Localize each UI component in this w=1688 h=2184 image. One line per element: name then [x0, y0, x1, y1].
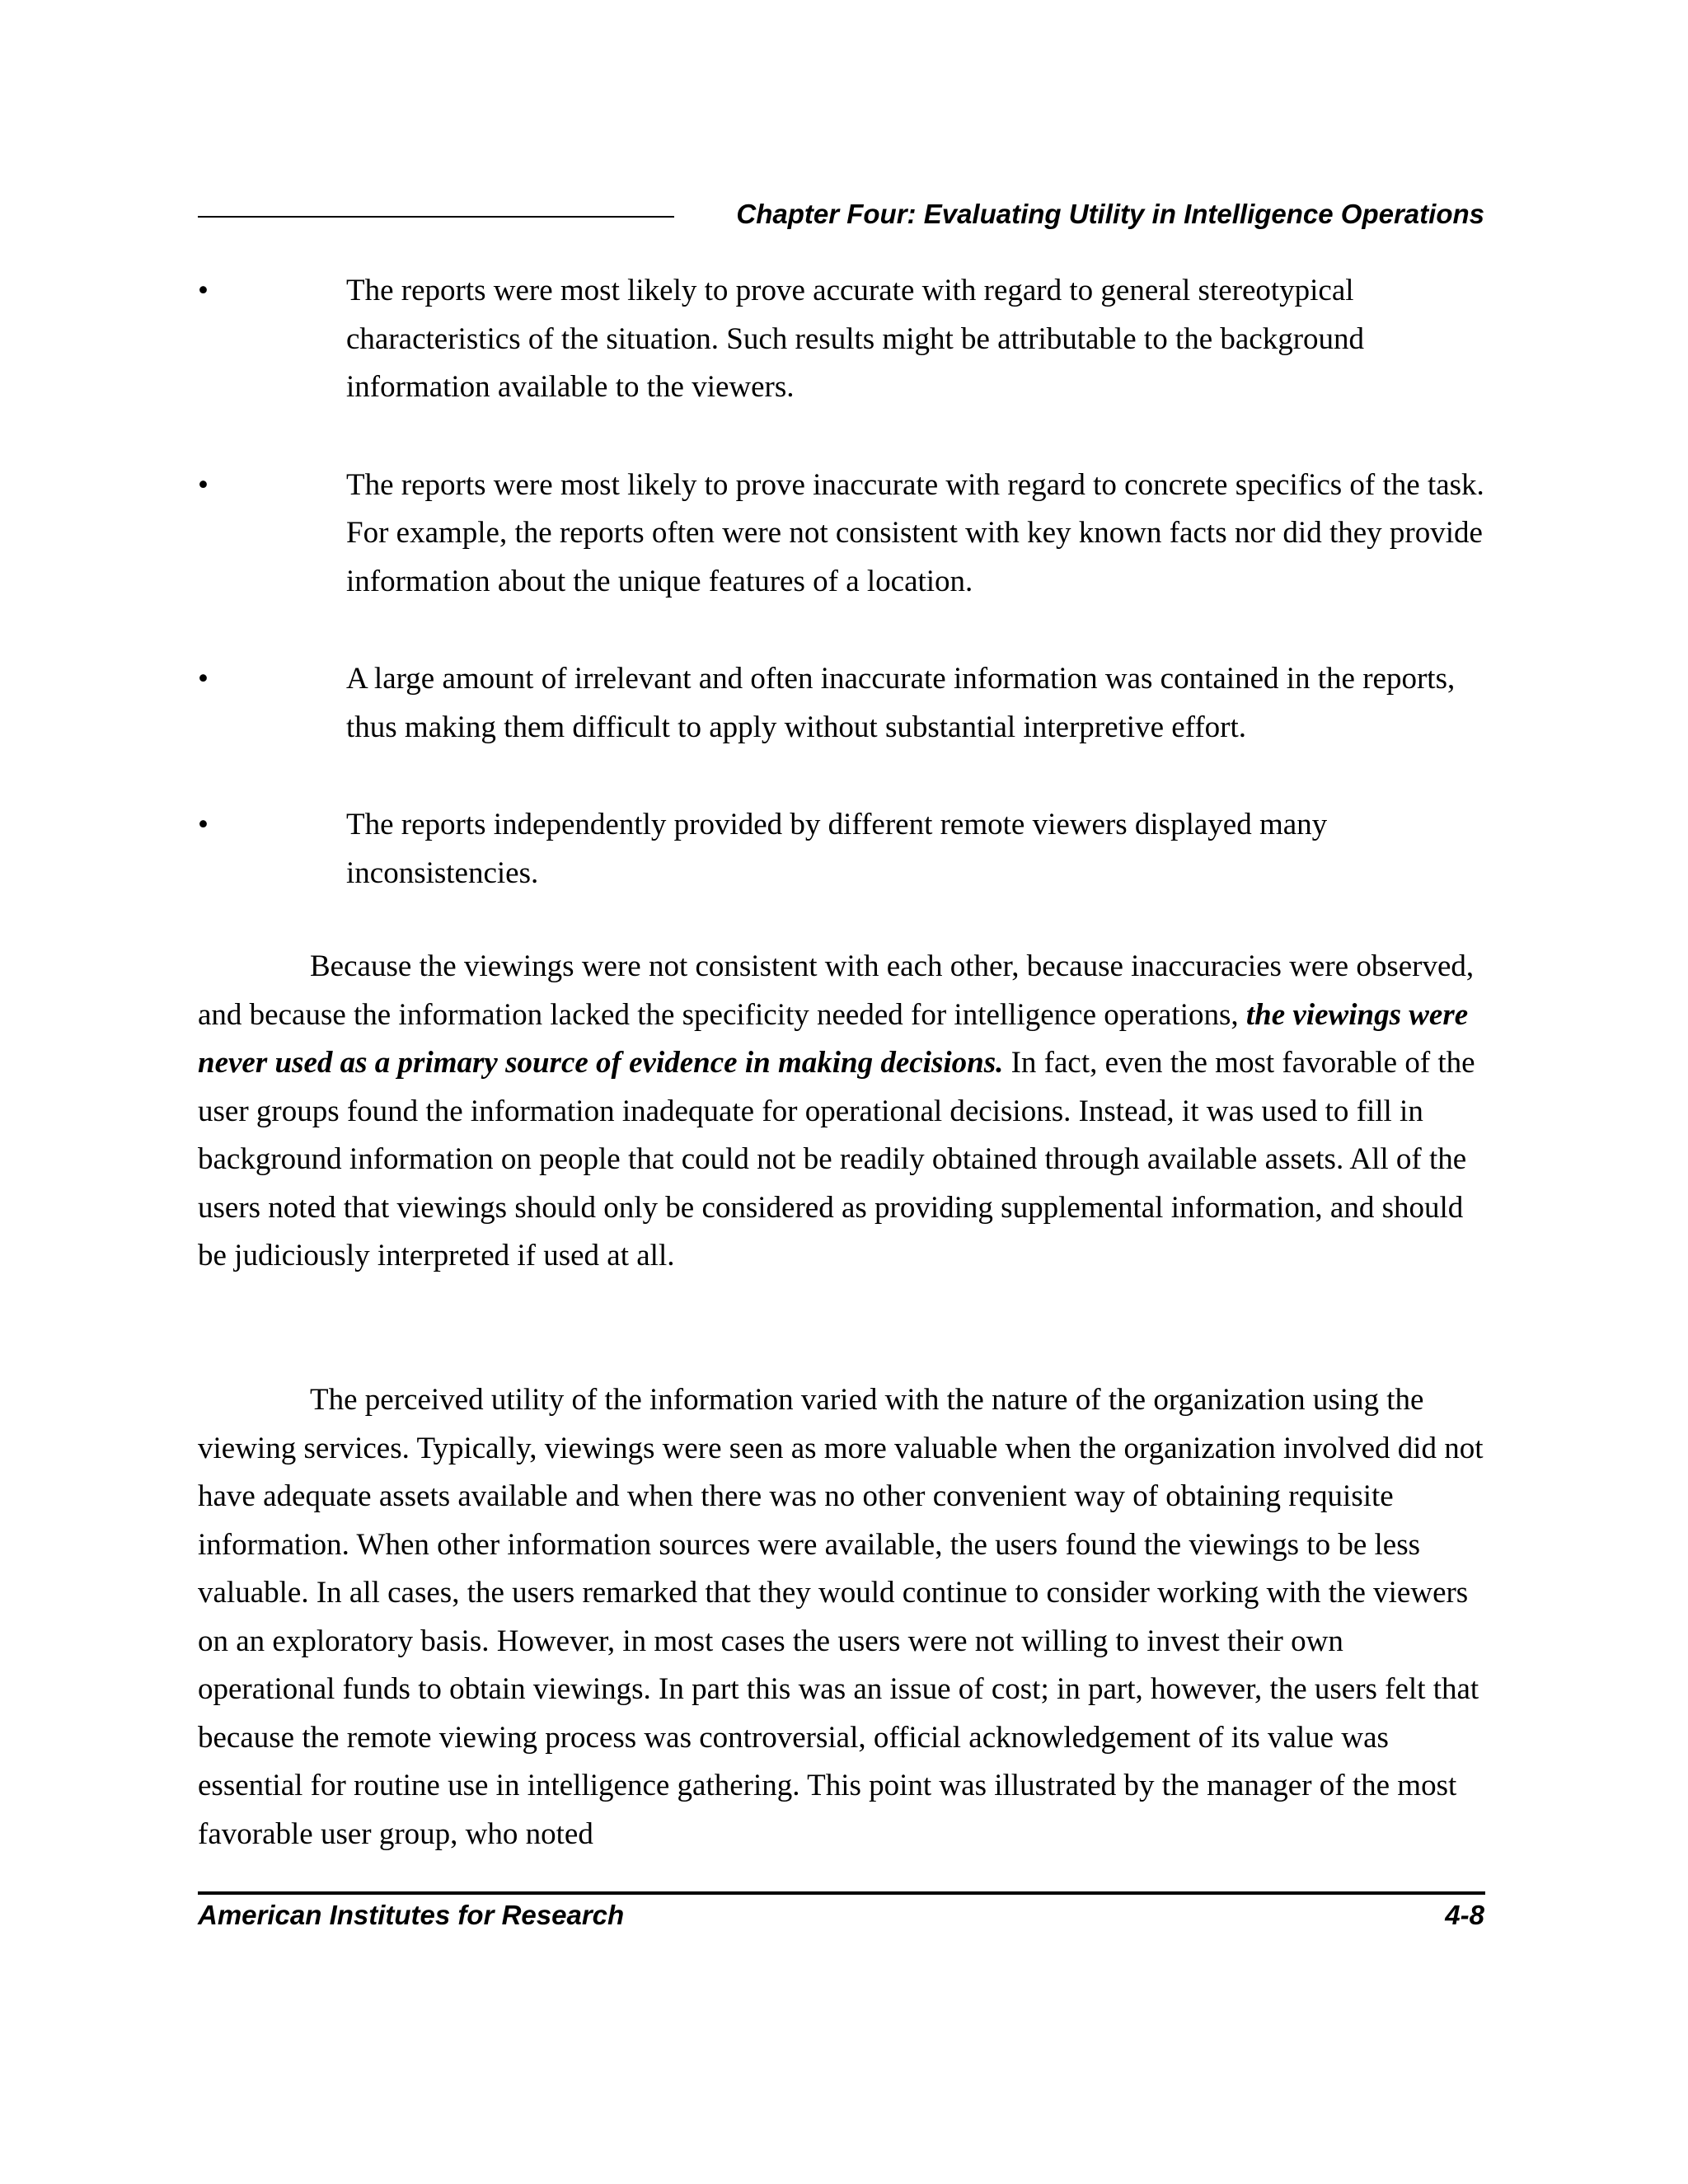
header-rule: [198, 216, 674, 218]
bullet-text: The reports independently provided by different remote viewers displayed many inconsistencies.: [346, 808, 1328, 890]
bullet-item: [198, 267, 1485, 412]
bullet-item: [198, 462, 1485, 607]
bullet-item: [198, 655, 1485, 752]
body-paragraph-2: The perceived utility of the information varied with the nature of the organization using the viewing services. Typically, viewings were seen as more valuable when the organization involved did not have adequate assets available and when there was no other convenient way of obtaining requisite information. When other information sources were available, the users found the viewings to be less valuable. In all cases, the users remarked that they would continue to consider working with the viewers on an exploratory basis. However, in most cases the users were not willing to invest their own operational funds to obtain viewings. In part this was an issue of cost; in part, however, the users felt that because the remote viewing process was controversial, official acknowledgement of its value was essential for routine use in intelligence gathering. This point was illustrated by the manager of the most favorable user group, who noted: [198, 1383, 1484, 1851]
paragraph-1-emphasis: the viewings were never used as a primary source of evidence in making decisions.: [198, 997, 1469, 1080]
footer-organization: American Institutes for Research: [198, 1900, 625, 1930]
chapter-title: Chapter Four: Evaluating Utility in Intelligence Operations: [736, 199, 1484, 229]
bullet-text: A large amount of irrelevant and often inaccurate information was contained in the reports, thus making them difficult to apply without substantial interpretive effort.: [346, 662, 1456, 744]
bullet-icon: •: [198, 662, 209, 696]
paragraph-1-lead: Because the viewings were not consistent with each other, because inaccuracies were observed, and because the information lacked the specificity needed for intelligence operations,: [198, 949, 1475, 1032]
body-paragraph-1: [198, 943, 1485, 1281]
bullet-icon: •: [198, 808, 209, 841]
footer-rule: [198, 1891, 1485, 1895]
page-number: 4-8: [1445, 1900, 1484, 1930]
bullet-item: [198, 801, 1485, 898]
bullet-icon: •: [198, 467, 209, 502]
bullet-icon: •: [198, 274, 209, 307]
findings-bullet-list: [198, 267, 1485, 898]
bullet-text: The reports were most likely to prove accurate with regard to general stereotypical characteristics of the situation. Such results might be attributable to the background information available to the viewers.: [346, 274, 1365, 404]
paragraph-1-rest: In fact, even the most favorable of the user groups found the information inadequate for operational decisions. Instead, it was used to fill in background information on people that could not be readily obtained through available assets. All of the users noted that viewings should only be considered as providing supplemental information, and should be judiciously interpreted if used at all.: [198, 1046, 1475, 1272]
bullet-text: The reports were most likely to prove inaccurate with regard to concrete specifics of the task. For example, the reports often were not consistent with key known facts nor did they provide information about the unique features of a location.: [346, 467, 1484, 598]
